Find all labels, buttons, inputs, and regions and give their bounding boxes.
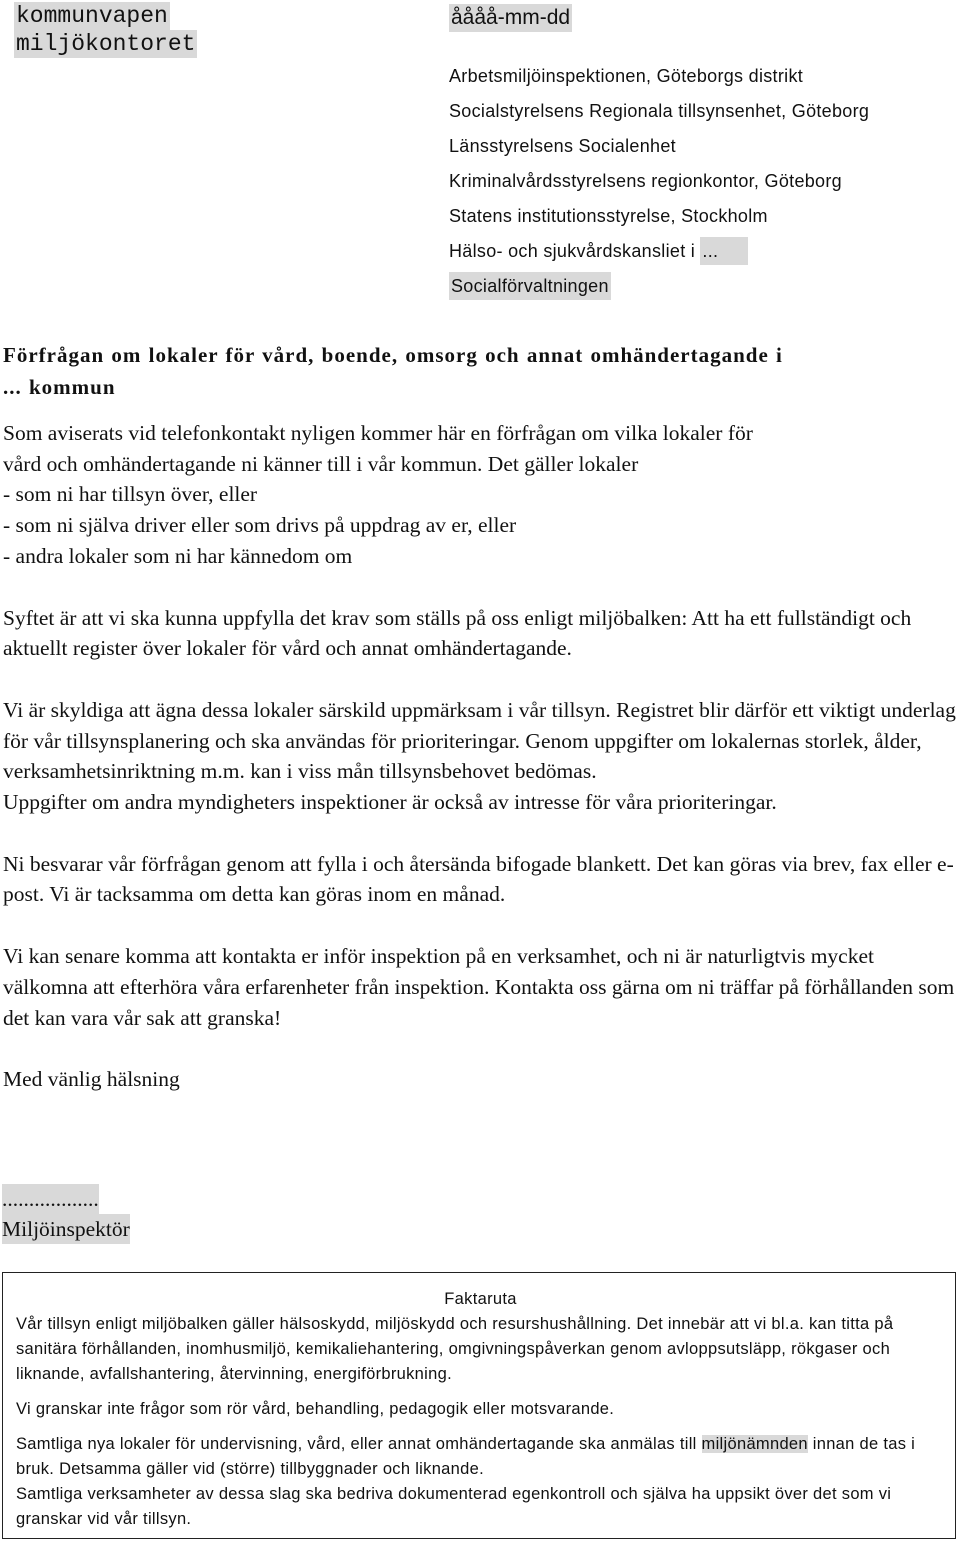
municipality-logo-placeholder (14, 2, 197, 58)
recipient-item: Socialstyrelsens Regionala tillsynsenhet, Göteborg (449, 101, 870, 121)
paragraph-obligation: Vi är skyldiga att ägna dessa lokaler särskild uppmärksam i vår tillsyn. Registret blir därför ett viktigt underlag för vår tillsynsplanering och ska användas för prioriteringar. Genom uppgifter om lokalernas storlek, ålder, verksamhetsinriktning m.m. kan i viss mån tillsynsbehovet bedömas. (3, 697, 956, 784)
paragraph-reply: Ni besvarar vår förfrågan genom att fylla i och återsända bifogade blankett. Det kan göras via brev, fax eller e-post. Vi är tacksamma om detta kan göras inom en månad. (3, 851, 954, 907)
list-item: - som ni har tillsyn över, eller (3, 482, 258, 507)
paragraph-purpose: Syftet är att vi ska kunna uppfylla det krav som ställs på oss enligt miljöbalken: Att ha ett fullständigt och aktuellt register över lokaler för vård och annat omhändertagande. (3, 605, 912, 661)
fact-box-paragraph: Samtliga nya lokaler för undervisning, vård, eller annat omhändertagande ska anmälas till miljönämnden innan de tas i bruk. Detsamma gäller vid (större) tillbyggnader och liknande. (16, 1435, 916, 1478)
recipient-item (449, 272, 949, 307)
date-placeholder: åååå-mm-dd (449, 4, 572, 32)
recipient-item: Statens institutionsstyrelse, Stockholm (449, 206, 768, 226)
intro-line-1: Som aviserats vid telefonkontakt nyligen kommer här en förfrågan om vilka lokaler för (3, 421, 753, 445)
fact-box-paragraph: Vi granskar inte frågor som rör vård, behandling, pedagogik eller motsvarande. (16, 1400, 615, 1418)
highlighted-authority: miljönämnden (701, 1435, 808, 1453)
fact-box-paragraph: Vår tillsyn enligt miljöbalken gäller hälsoskydd, miljöskydd och resurshushållning. Det innebär att vi bl.a. kan titta på sanitära förhållanden, inomhusmiljö, kemikaliehantering, omgivningspåverkan genom avloppsutsläpp, rökgaser och liknande, avfallshantering, återvinning, energiförbrukning. (16, 1315, 894, 1383)
list-item: - andra lokaler som ni har kännedom om (3, 543, 353, 568)
recipient-text: Hälso- och sjukvårdskansliet i (449, 241, 696, 261)
paragraph-other-authorities: Uppgifter om andra myndigheters inspektioner är också av intresse för våra prioriteringar. (3, 790, 777, 815)
signature-line: .................. (2, 1184, 99, 1214)
recipient-item: Arbetsmiljöinspektionen, Göteborgs distrikt (449, 66, 804, 86)
recipient-highlighted: Socialförvaltningen (449, 272, 611, 300)
recipient-placeholder: ... (700, 237, 748, 265)
heading-line-1: Förfrågan om lokaler för vård, boende, omsorg och annat omhändertagande i (3, 343, 783, 367)
fact-box-paragraph: Samtliga verksamheter av dessa slag ska bedriva dokumenterad egenkontroll och själva ha uppsikt över det som vi granskar vid vår tillsyn. (16, 1485, 892, 1528)
fact-box-title: Faktaruta (444, 1290, 517, 1308)
closing-greeting: Med vänlig hälsning (3, 1067, 180, 1092)
list-item: - som ni själva driver eller som drivs på uppdrag av er, eller (3, 513, 517, 538)
heading-line-2: ... kommun (3, 375, 116, 399)
fact-box (2, 1272, 956, 1539)
paragraph-contact: Vi kan senare komma att kontakta er inför inspektion på en verksamhet, och ni är naturligtvis mycket välkomna att efterhöra våra erfarenheter från inspektion. Kontakta oss gärna om ni träffar på förhållanden som det kan vara vår sak att granska! (3, 944, 955, 1030)
recipient-item: Länsstyrelsens Socialenhet (449, 136, 676, 156)
letter-body (3, 418, 958, 1095)
logo-line-2: miljökontoret (16, 31, 196, 57)
logo-line-1: kommunvapen (16, 3, 168, 29)
recipient-item: Kriminalvårdsstyrelsens regionkontor, Göteborg (449, 171, 842, 191)
recipient-list (449, 62, 949, 307)
recipient-item (449, 237, 949, 272)
letter-heading (3, 339, 955, 403)
intro-line-2: vård och omhändertagande ni känner till i vår kommun. Det gäller lokaler (3, 451, 639, 476)
signature-title: Miljöinspektör (2, 1214, 130, 1244)
